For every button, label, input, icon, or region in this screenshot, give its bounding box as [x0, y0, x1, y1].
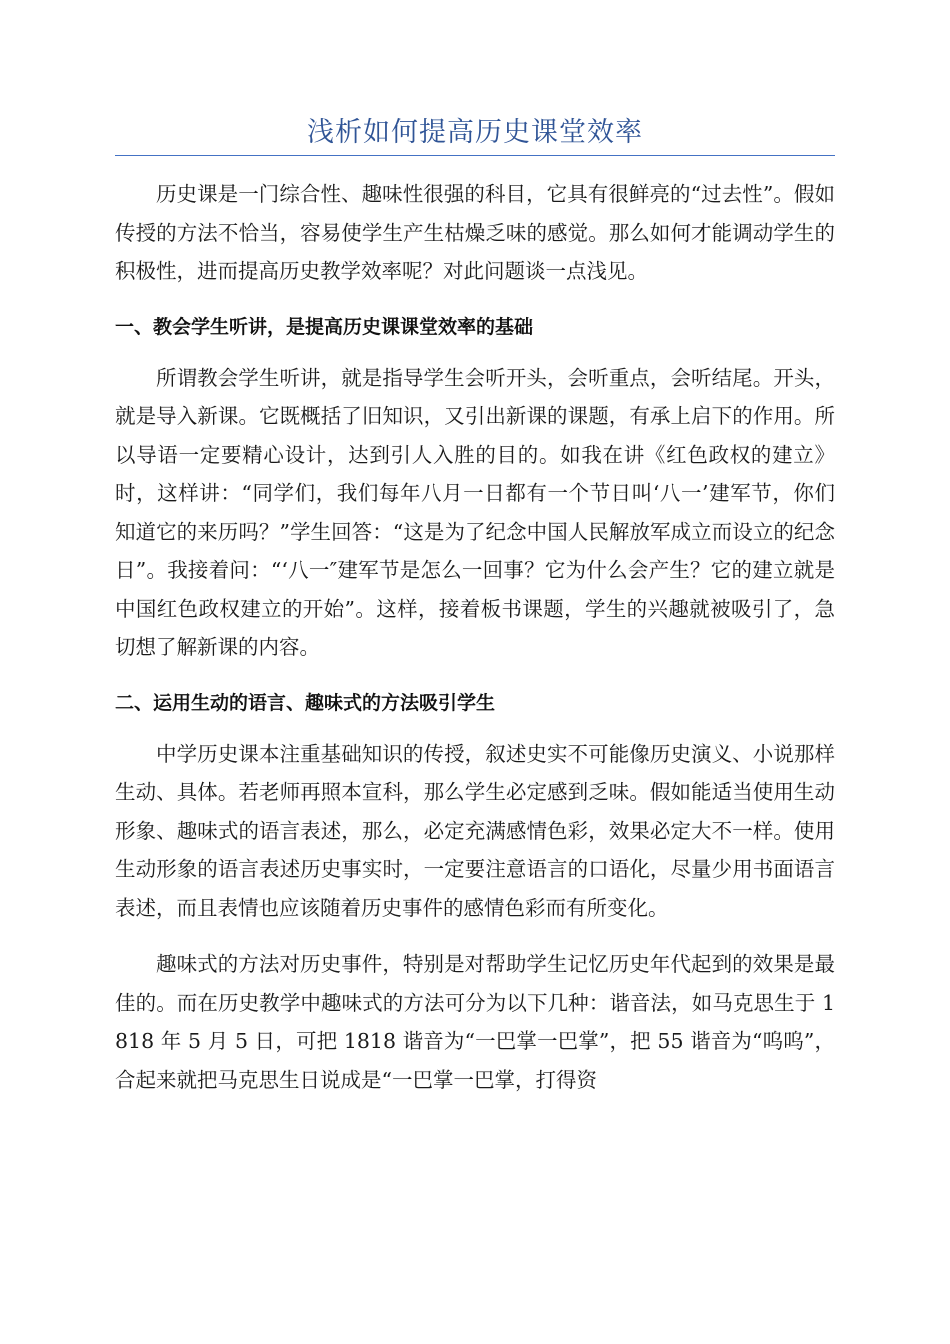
section-1-heading: 一、教会学生听讲，是提高历史课课堂效率的基础	[115, 315, 534, 338]
document-body	[115, 175, 835, 1117]
section-2-paragraph-2: 趣味式的方法对历史事件，特别是对帮助学生记忆历史年代起到的效果是最佳的。而在历史教学中趣味式的方法可分为以下几种：谐音法，如马克思生于 1818 年 5 月 5 日，可把 1818 谐音为“一巴掌一巴掌”，把 55 谐音为“呜呜”，合起来就把马克思生日说成是“一巴掌一巴掌，打得资	[115, 952, 835, 1092]
title-underline	[115, 155, 835, 156]
document-title: 浅析如何提高历史课堂效率	[307, 117, 643, 148]
section-2-paragraph-1: 中学历史课本注重基础知识的传授，叙述史实不可能像历史演义、小说那样生动、具体。若老师再照本宣科，那么学生必定感到乏味。假如能适当使用生动形象、趣味式的语言表述，那么，必定充满感情色彩，效果必定大不一样。使用生动形象的语言表述历史事实时，一定要注意语言的口语化，尽量少用书面语言表述，而且表情也应该随着历史事件的感情色彩而有所变化。	[115, 741, 835, 920]
section-1-paragraph-1: 所谓教会学生听讲，就是指导学生会听开头，会听重点，会听结尾。开头，就是导入新课。它既概括了旧知识，又引出新课的课题，有承上启下的作用。所以导语一定要精心设计，达到引人入胜的目的。如我在讲《红色政权的建立》时，这样讲：“同学们，我们每年八月一日都有一个节日叫‘八一’建军节，你们知道它的来历吗？”学生回答：“这是为了纪念中国人民解放军成立而设立的纪念日”。我接着问：“‘八一″建军节是怎么一回事？它为什么会产生？它的建立就是中国红色政权建立的开始”。这样，接着板书课题，学生的兴趣就被吸引了，急切想了解新课的内容。	[115, 365, 835, 659]
intro-paragraph: 历史课是一门综合性、趣味性很强的科目，它具有很鲜亮的“过去性”。假如传授的方法不恰当，容易使学生产生枯燥乏味的感觉。那么如何才能调动学生的积极性，进而提高历史教学效率呢？对此问题谈一点浅见。	[115, 182, 835, 283]
section-2-heading: 二、运用生动的语言、趣味式的方法吸引学生	[115, 691, 496, 714]
